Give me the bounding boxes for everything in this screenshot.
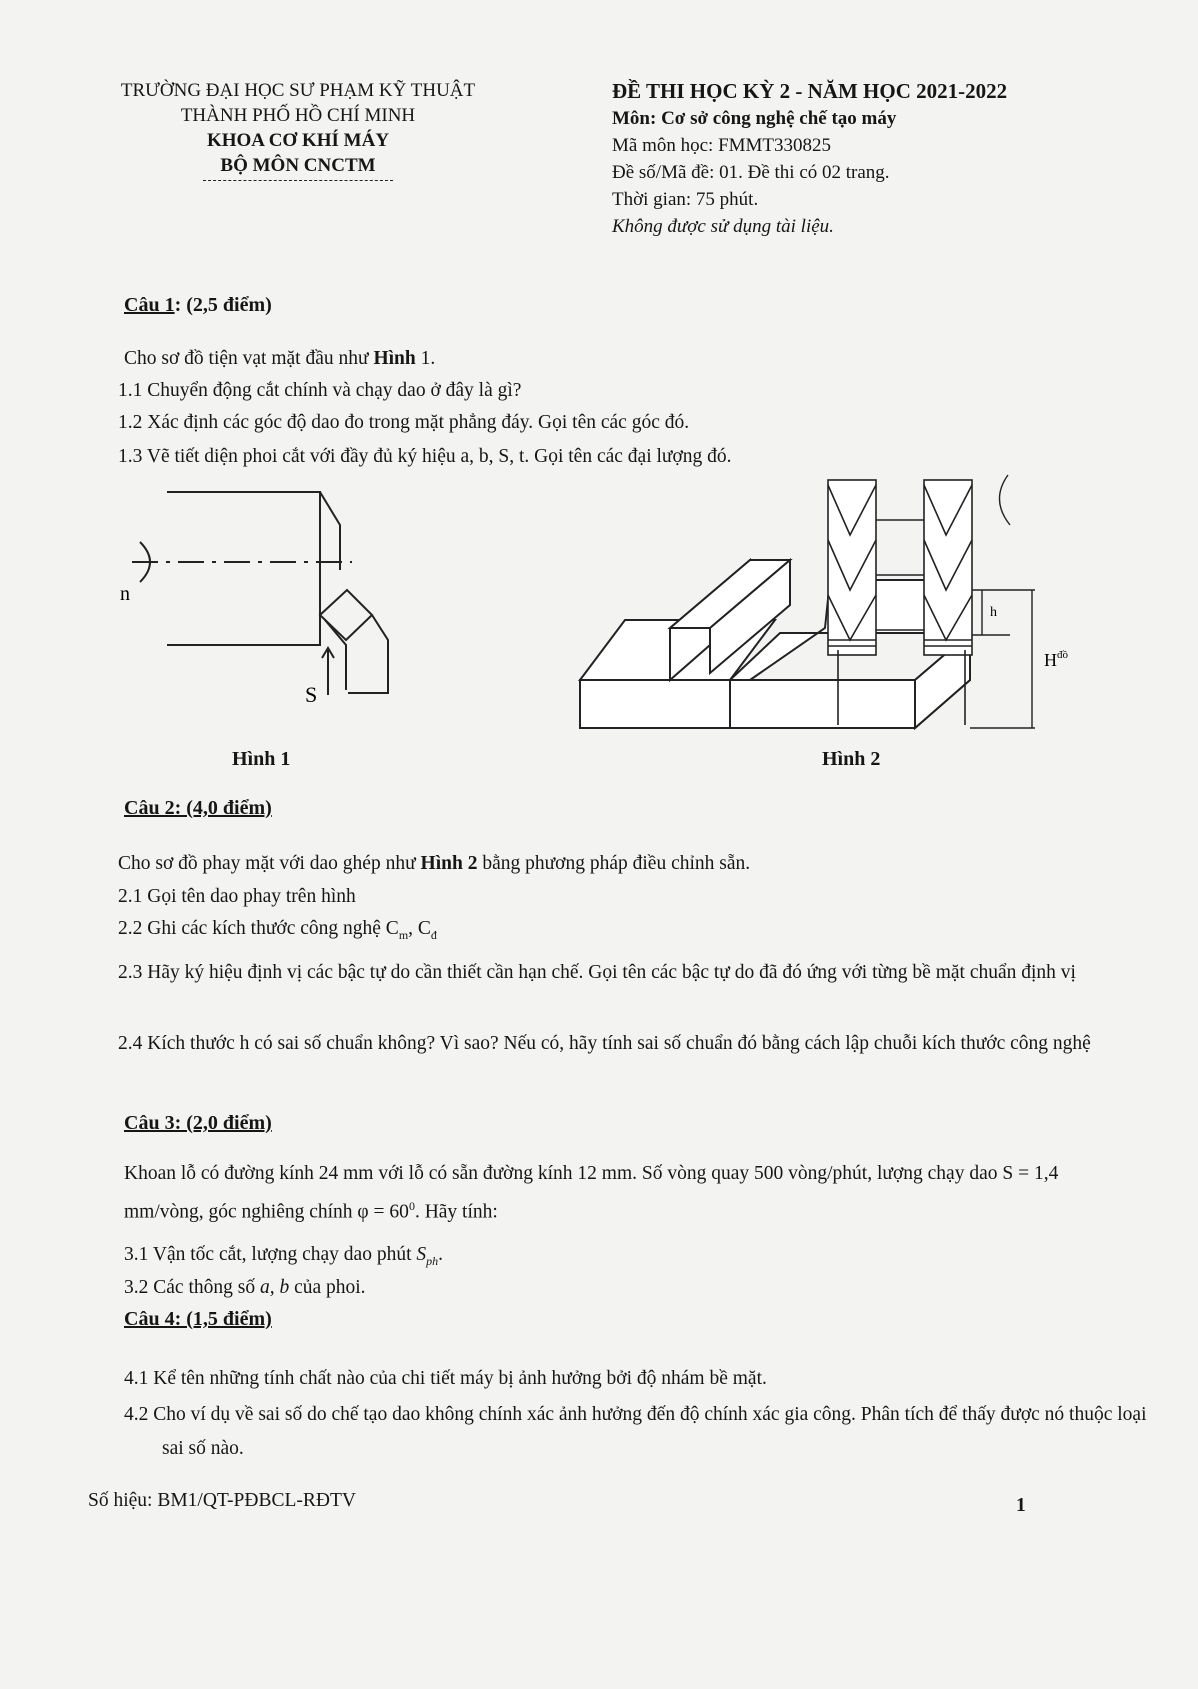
school-name: TRƯỜNG ĐẠI HỌC SƯ PHẠM KỸ THUẬT [120,80,476,101]
q3-title: Câu 3: (2,0 điểm) [124,1112,272,1134]
q1-item-1: 1.1 Chuyển động cắt chính và chạy dao ở đây là gì? [118,380,522,401]
fig2-H-sup: đồ [1057,649,1068,661]
subject-label: Môn: [612,108,662,129]
exam-title: ĐỀ THI HỌC KỲ 2 - NĂM HỌC 2021-2022 [612,79,1008,103]
faculty-name: KHOA CƠ KHÍ MÁY [206,130,390,151]
fig2-label-H [1044,649,1069,670]
course-code: Mã môn học: FMMT330825 [612,135,832,156]
school-header [88,78,508,181]
q2-intro [118,851,750,877]
fig1-label-s: S [305,682,318,707]
q4-item-2: 4.2 Cho ví dụ về sai số do chế tạo dao không chính xác ảnh hưởng đến độ chính xác gia công. Phân tích để thấy được nó thuộc loại sai số nào. [124,1404,1147,1459]
tool-edge-upper [320,492,340,570]
q1-item-2: 1.2 Xác định các góc độ dao đo trong mặt phẳng đáy. Gọi tên các góc đó. [118,412,690,433]
exam-note: Không được sử dụng tài liệu. [612,216,834,237]
q4-item-1: 4.1 Kể tên những tính chất nào của chi tiết máy bị ảnh hưởng bởi độ nhám bề mặt. [124,1368,767,1389]
q2-item-2-text: 2.2 Ghi các kích thước công nghệ C [118,918,399,939]
exam-number: Đề số/Mã đề: 01. Đề thi có 02 trang. [612,162,890,183]
q3-item-2-end: của phoi. [289,1277,366,1298]
q2-item-2-mid: , C [408,918,431,939]
q3-item-1 [124,1242,443,1274]
q3-item-1-end: . [438,1244,443,1265]
tool-insert [320,590,372,640]
q3-item-2-text: 3.2 Các thông số [124,1277,260,1298]
department-name: BỘ MÔN CNCTM [220,155,376,176]
q3-para-text: Khoan lỗ có đường kính 24 mm với lỗ có sẵn đường kính 12 mm. Số vòng quay 500 vòng/phút, lượng chạy dao S = 1,4 mm/vòng, góc nghiêng chính φ = 60 [124,1163,1059,1223]
page-number: 1 [1016,1495,1026,1516]
header-divider [203,180,393,181]
figure-2-caption: Hình 2 [822,748,881,770]
subject-line [612,105,1152,132]
q3-item-1-sub: ph [426,1253,439,1268]
q2-item-1: 2.1 Gọi tên dao phay trên hình [118,886,356,907]
q2-item-3: 2.3 Hãy ký hiệu định vị các bậc tự do cần thiết cần hạn chế. Gọi tên các bậc tự do đã đó ứng với từng bề mặt chuẩn định vị [118,962,1076,983]
q1-intro-end: 1. [415,348,436,369]
cutter-rotation-arrow [999,475,1010,525]
q3-para-sup: 0 [408,1199,415,1213]
form-number: Số hiệu: BM1/QT-PĐBCL-RĐTV [88,1490,356,1511]
q4-title: Câu 4: (1,5 điểm) [124,1308,272,1330]
q1-intro [124,346,435,372]
figure-2-diagram [570,480,1130,740]
q3-paragraph [124,1158,1134,1229]
q2-intro-fig: Hình 2 [420,853,478,874]
q3-item-2-vars: a, b [259,1277,290,1298]
figure-1-caption: Hình 1 [232,748,291,770]
q1-points: : (2,5 điểm) [174,294,272,316]
q1-heading [124,294,272,317]
q3-para-end: . Hãy tính: [414,1201,498,1223]
workpiece-outline [167,492,320,645]
q1-intro-text: Cho sơ đồ tiện vạt mặt đầu như [124,348,374,369]
q2-item-4: 2.4 Kích thước h có sai số chuẩn không? Vì sao? Nếu có, hãy tính sai số chuẩn đó bằng cách lập chuỗi kích thước công nghệ [118,1033,1091,1054]
fig2-H-main: H [1044,650,1057,670]
city-name: THÀNH PHỐ HỒ CHÍ MINH [180,105,416,126]
q2-intro-text: Cho sơ đồ phay mặt với dao ghép như [118,853,421,874]
q1-item-3: 1.3 Vẽ tiết diện phoi cắt với đầy đủ ký hiệu a, b, S, t. Gọi tên các đại lượng đó. [118,446,732,467]
exam-header [612,78,1152,240]
q2-title: Câu 2: (4,0 điểm) [124,797,272,819]
q3-item-1-text: 3.1 Vận tốc cắt, lượng chạy dao phút [124,1244,417,1265]
exam-duration: Thời gian: 75 phút. [612,189,759,210]
q2-item-2-sub-m: m [398,927,409,942]
fig2-label-h: h [990,605,997,620]
q2-item-2 [118,916,437,948]
q3-item-2 [124,1275,366,1301]
subject-name: Cơ sở công nghệ chế tạo máy [661,108,897,129]
workpiece-part [580,560,970,728]
figure-1-diagram [110,480,530,730]
fig1-label-n: n [120,583,130,605]
q3-item-1-s: S [416,1244,427,1265]
q2-intro-end: bằng phương pháp điều chỉnh sẵn. [477,853,751,874]
q2-item-2-sub-d: đ [430,927,437,942]
q1-intro-fig: Hình [373,348,416,369]
tool-shank-right [348,615,388,693]
q1-title: Câu 1 [124,294,175,316]
